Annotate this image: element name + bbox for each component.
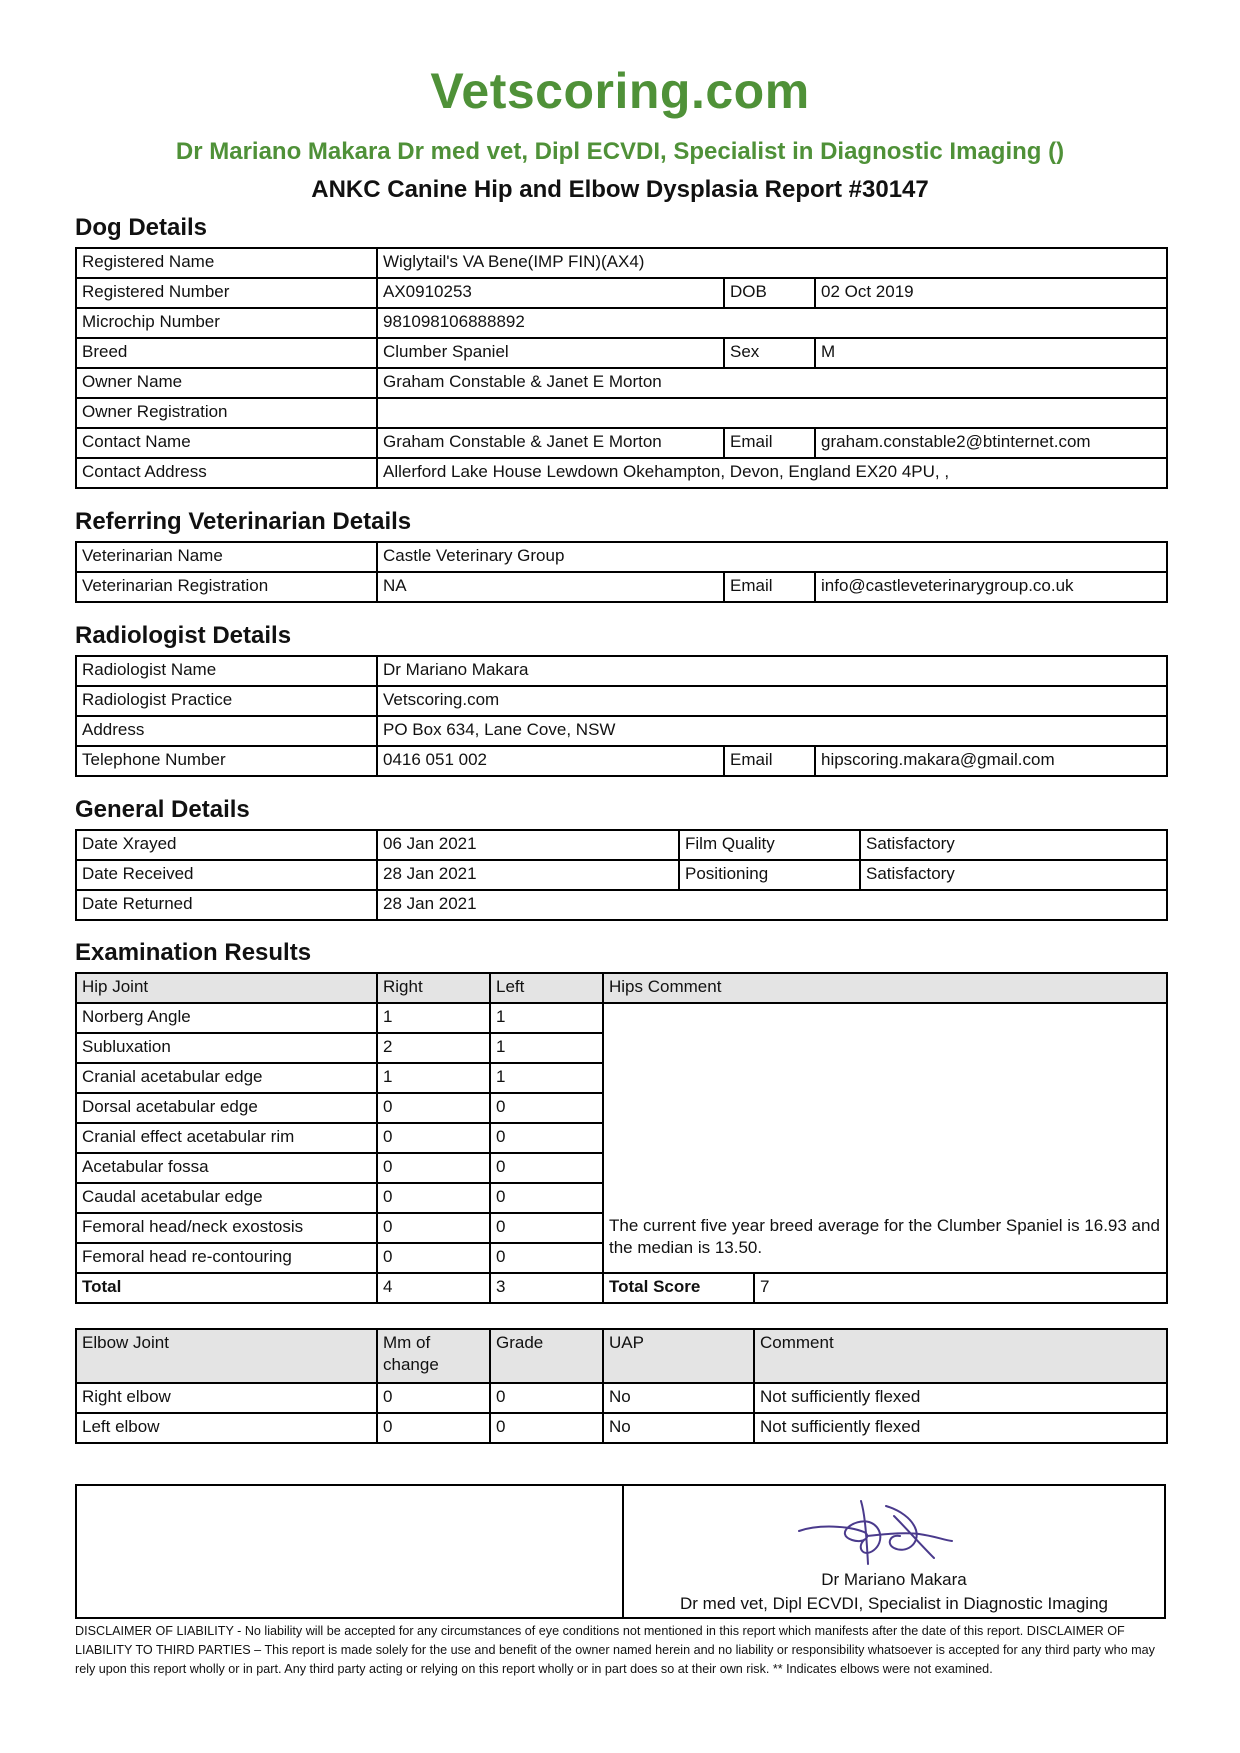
positioning-label: Positioning — [679, 860, 860, 890]
telephone-label: Telephone Number — [76, 746, 377, 776]
signatory-title: Dr med vet, Dipl ECVDI, Specialist in Diagnostic Imaging — [680, 1594, 1108, 1613]
signature-box — [75, 1484, 1166, 1619]
signatory-name: Dr Mariano Makara — [821, 1570, 967, 1589]
hips-comment-text: The current five year breed average for the Clumber Spaniel is 16.93 and the median is 13.50. — [603, 1213, 1167, 1273]
hip-row-label: Acetabular fossa — [76, 1153, 377, 1183]
radiologist-address-value: PO Box 634, Lane Cove, NSW — [377, 716, 1167, 746]
hip-row-left: 0 — [490, 1123, 603, 1153]
sex-label: Sex — [724, 338, 815, 368]
hip-left-header: Left — [490, 973, 603, 1003]
dog-details-heading: Dog Details — [75, 214, 208, 241]
film-quality-label: Film Quality — [679, 830, 860, 860]
hip-row-left: 0 — [490, 1153, 603, 1183]
hip-joint-header: Hip Joint — [76, 973, 377, 1003]
hip-row-left: 1 — [490, 1003, 603, 1033]
hip-row-label: Cranial effect acetabular rim — [76, 1123, 377, 1153]
date-xrayed-label: Date Xrayed — [76, 830, 377, 860]
elbow-row-mm: 0 — [377, 1413, 490, 1443]
elbow-row-grade: 0 — [490, 1383, 603, 1413]
table-row — [76, 278, 1167, 308]
table-row — [76, 716, 1167, 746]
hips-comment-header: Hips Comment — [603, 973, 1167, 1003]
elbow-row-label: Left elbow — [76, 1413, 377, 1443]
contact-address-label: Contact Address — [76, 458, 377, 488]
table-row — [76, 860, 1167, 890]
vet-name-value: Castle Veterinary Group — [377, 542, 1167, 572]
dob-value: 02 Oct 2019 — [815, 278, 1167, 308]
total-score-value: 7 — [754, 1273, 1167, 1303]
general-details-table — [75, 829, 1168, 921]
referring-vet-table — [75, 541, 1168, 603]
table-row — [76, 656, 1167, 686]
table-row — [76, 1413, 1167, 1443]
referring-vet-heading: Referring Veterinarian Details — [75, 508, 412, 535]
radiologist-heading: Radiologist Details — [75, 622, 292, 649]
elbow-row-grade: 0 — [490, 1413, 603, 1443]
hip-joint-table — [75, 972, 1168, 1304]
table-row — [76, 368, 1167, 398]
radiologist-practice-label: Radiologist Practice — [76, 686, 377, 716]
breed-value: Clumber Spaniel — [377, 338, 724, 368]
total-left: 3 — [490, 1273, 603, 1303]
hip-row-right: 1 — [377, 1063, 490, 1093]
uap-header: UAP — [603, 1329, 754, 1383]
hip-row-right: 0 — [377, 1183, 490, 1213]
elbow-row-label: Right elbow — [76, 1383, 377, 1413]
signature-panel — [624, 1486, 1164, 1617]
total-right: 4 — [377, 1273, 490, 1303]
vet-email-label: Email — [724, 572, 815, 602]
table-row — [76, 830, 1167, 860]
vet-email-value: info@castleveterinarygroup.co.uk — [815, 572, 1167, 602]
examination-heading: Examination Results — [75, 939, 312, 966]
owner-name-value: Graham Constable & Janet E Morton — [377, 368, 1167, 398]
hip-row-label: Cranial acetabular edge — [76, 1063, 377, 1093]
table-row — [76, 572, 1167, 602]
date-received-label: Date Received — [76, 860, 377, 890]
table-row — [76, 398, 1167, 428]
general-details-heading: General Details — [75, 796, 250, 823]
table-row — [76, 686, 1167, 716]
radiologist-practice-value: Vetscoring.com — [377, 686, 1167, 716]
hip-row-label: Dorsal acetabular edge — [76, 1093, 377, 1123]
grade-header: Grade — [490, 1329, 603, 1383]
hip-row-label: Femoral head re-contouring — [76, 1243, 377, 1273]
elbow-row-comment: Not sufficiently flexed — [754, 1413, 1167, 1443]
table-row — [76, 890, 1167, 920]
hip-row-left: 0 — [490, 1093, 603, 1123]
positioning-value: Satisfactory — [860, 860, 1167, 890]
radiologist-table — [75, 655, 1168, 777]
hip-row-right: 1 — [377, 1003, 490, 1033]
hip-row-right: 2 — [377, 1033, 490, 1063]
elbow-joint-table — [75, 1328, 1168, 1444]
radiologist-name-value: Dr Mariano Makara — [377, 656, 1167, 686]
radiologist-name-label: Radiologist Name — [76, 656, 377, 686]
date-xrayed-value: 06 Jan 2021 — [377, 830, 679, 860]
hip-row-label: Caudal acetabular edge — [76, 1183, 377, 1213]
microchip-value: 981098106888892 — [377, 308, 1167, 338]
radiologist-email-label: Email — [724, 746, 815, 776]
date-received-value: 28 Jan 2021 — [377, 860, 679, 890]
site-title: Vetscoring.com — [430, 63, 810, 119]
elbow-row-mm: 0 — [377, 1383, 490, 1413]
contact-email-value: graham.constable2@btinternet.com — [815, 428, 1167, 458]
radiologist-address-label: Address — [76, 716, 377, 746]
disclaimer-text: DISCLAIMER OF LIABILITY - No liability will be accepted for any circumstances of eye conditions not mentioned in this report which manifests after the date of this report. DISCLAIMER OF LIABILITY TO THIRD PARTIES – This report is made solely for the use and benefit of the owner named herein and no liability or responsibility whatsoever is accepted for any third party who may rely upon this report wholly or in part. Any third party acting or relying on this report wholly or in part does so at their own risk. ** Indicates elbows were not examined. — [75, 1624, 1155, 1676]
hips-comment-blank — [603, 1003, 1167, 1213]
registered-number-value: AX0910253 — [377, 278, 724, 308]
table-row — [76, 338, 1167, 368]
table-header-row — [76, 973, 1167, 1003]
report-title: ANKC Canine Hip and Elbow Dysplasia Report #30147 — [311, 176, 929, 203]
hip-row-right: 0 — [377, 1213, 490, 1243]
date-returned-label: Date Returned — [76, 890, 377, 920]
hip-row-left: 0 — [490, 1213, 603, 1243]
owner-registration-label: Owner Registration — [76, 398, 377, 428]
vet-registration-value: NA — [377, 572, 724, 602]
table-row — [76, 308, 1167, 338]
registered-number-label: Registered Number — [76, 278, 377, 308]
telephone-value: 0416 051 002 — [377, 746, 724, 776]
radiologist-subtitle: Dr Mariano Makara Dr med vet, Dipl ECVDI, Specialist in Diagnostic Imaging () — [175, 138, 1065, 165]
contact-name-label: Contact Name — [76, 428, 377, 458]
table-row — [76, 458, 1167, 488]
hip-row-label: Subluxation — [76, 1033, 377, 1063]
total-score-label: Total Score — [603, 1273, 754, 1303]
hip-row-left: 1 — [490, 1033, 603, 1063]
hip-row-label: Femoral head/neck exostosis — [76, 1213, 377, 1243]
elbow-comment-header: Comment — [754, 1329, 1167, 1383]
hip-row-label: Norberg Angle — [76, 1003, 377, 1033]
elbow-joint-header: Elbow Joint — [76, 1329, 377, 1383]
breed-label: Breed — [76, 338, 377, 368]
hip-row-right: 0 — [377, 1093, 490, 1123]
hip-row-right: 0 — [377, 1123, 490, 1153]
owner-name-label: Owner Name — [76, 368, 377, 398]
hip-row-left: 0 — [490, 1243, 603, 1273]
vet-registration-label: Veterinarian Registration — [76, 572, 377, 602]
table-row — [76, 1003, 1167, 1033]
hip-right-header: Right — [377, 973, 490, 1003]
registered-name-label: Registered Name — [76, 248, 377, 278]
table-row — [76, 746, 1167, 776]
film-quality-value: Satisfactory — [860, 830, 1167, 860]
table-row — [76, 542, 1167, 572]
total-label: Total — [76, 1273, 377, 1303]
hip-row-left: 0 — [490, 1183, 603, 1213]
owner-registration-value — [377, 398, 1167, 428]
elbow-row-uap: No — [603, 1383, 754, 1413]
vet-name-label: Veterinarian Name — [76, 542, 377, 572]
dog-details-table — [75, 247, 1168, 489]
contact-email-label: Email — [724, 428, 815, 458]
handwritten-signature — [794, 1496, 964, 1568]
elbow-row-uap: No — [603, 1413, 754, 1443]
table-header-row — [76, 1329, 1167, 1383]
dob-label: DOB — [724, 278, 815, 308]
mm-of-change-header: Mm of change — [377, 1329, 490, 1383]
sex-value: M — [815, 338, 1167, 368]
table-row — [76, 1213, 1167, 1243]
hip-row-left: 1 — [490, 1063, 603, 1093]
date-returned-value: 28 Jan 2021 — [377, 890, 1167, 920]
registered-name-value: Wiglytail's VA Bene(IMP FIN)(AX4) — [377, 248, 1167, 278]
total-row — [76, 1273, 1167, 1303]
radiologist-email-value: hipscoring.makara@gmail.com — [815, 746, 1167, 776]
microchip-label: Microchip Number — [76, 308, 377, 338]
contact-address-value: Allerford Lake House Lewdown Okehampton, Devon, England EX20 4PU, , — [377, 458, 1167, 488]
contact-name-value: Graham Constable & Janet E Morton — [377, 428, 724, 458]
hip-row-right: 0 — [377, 1153, 490, 1183]
signature-blank-panel — [77, 1486, 624, 1617]
table-row — [76, 1383, 1167, 1413]
table-row — [76, 428, 1167, 458]
hip-row-right: 0 — [377, 1243, 490, 1273]
elbow-row-comment: Not sufficiently flexed — [754, 1383, 1167, 1413]
table-row — [76, 248, 1167, 278]
